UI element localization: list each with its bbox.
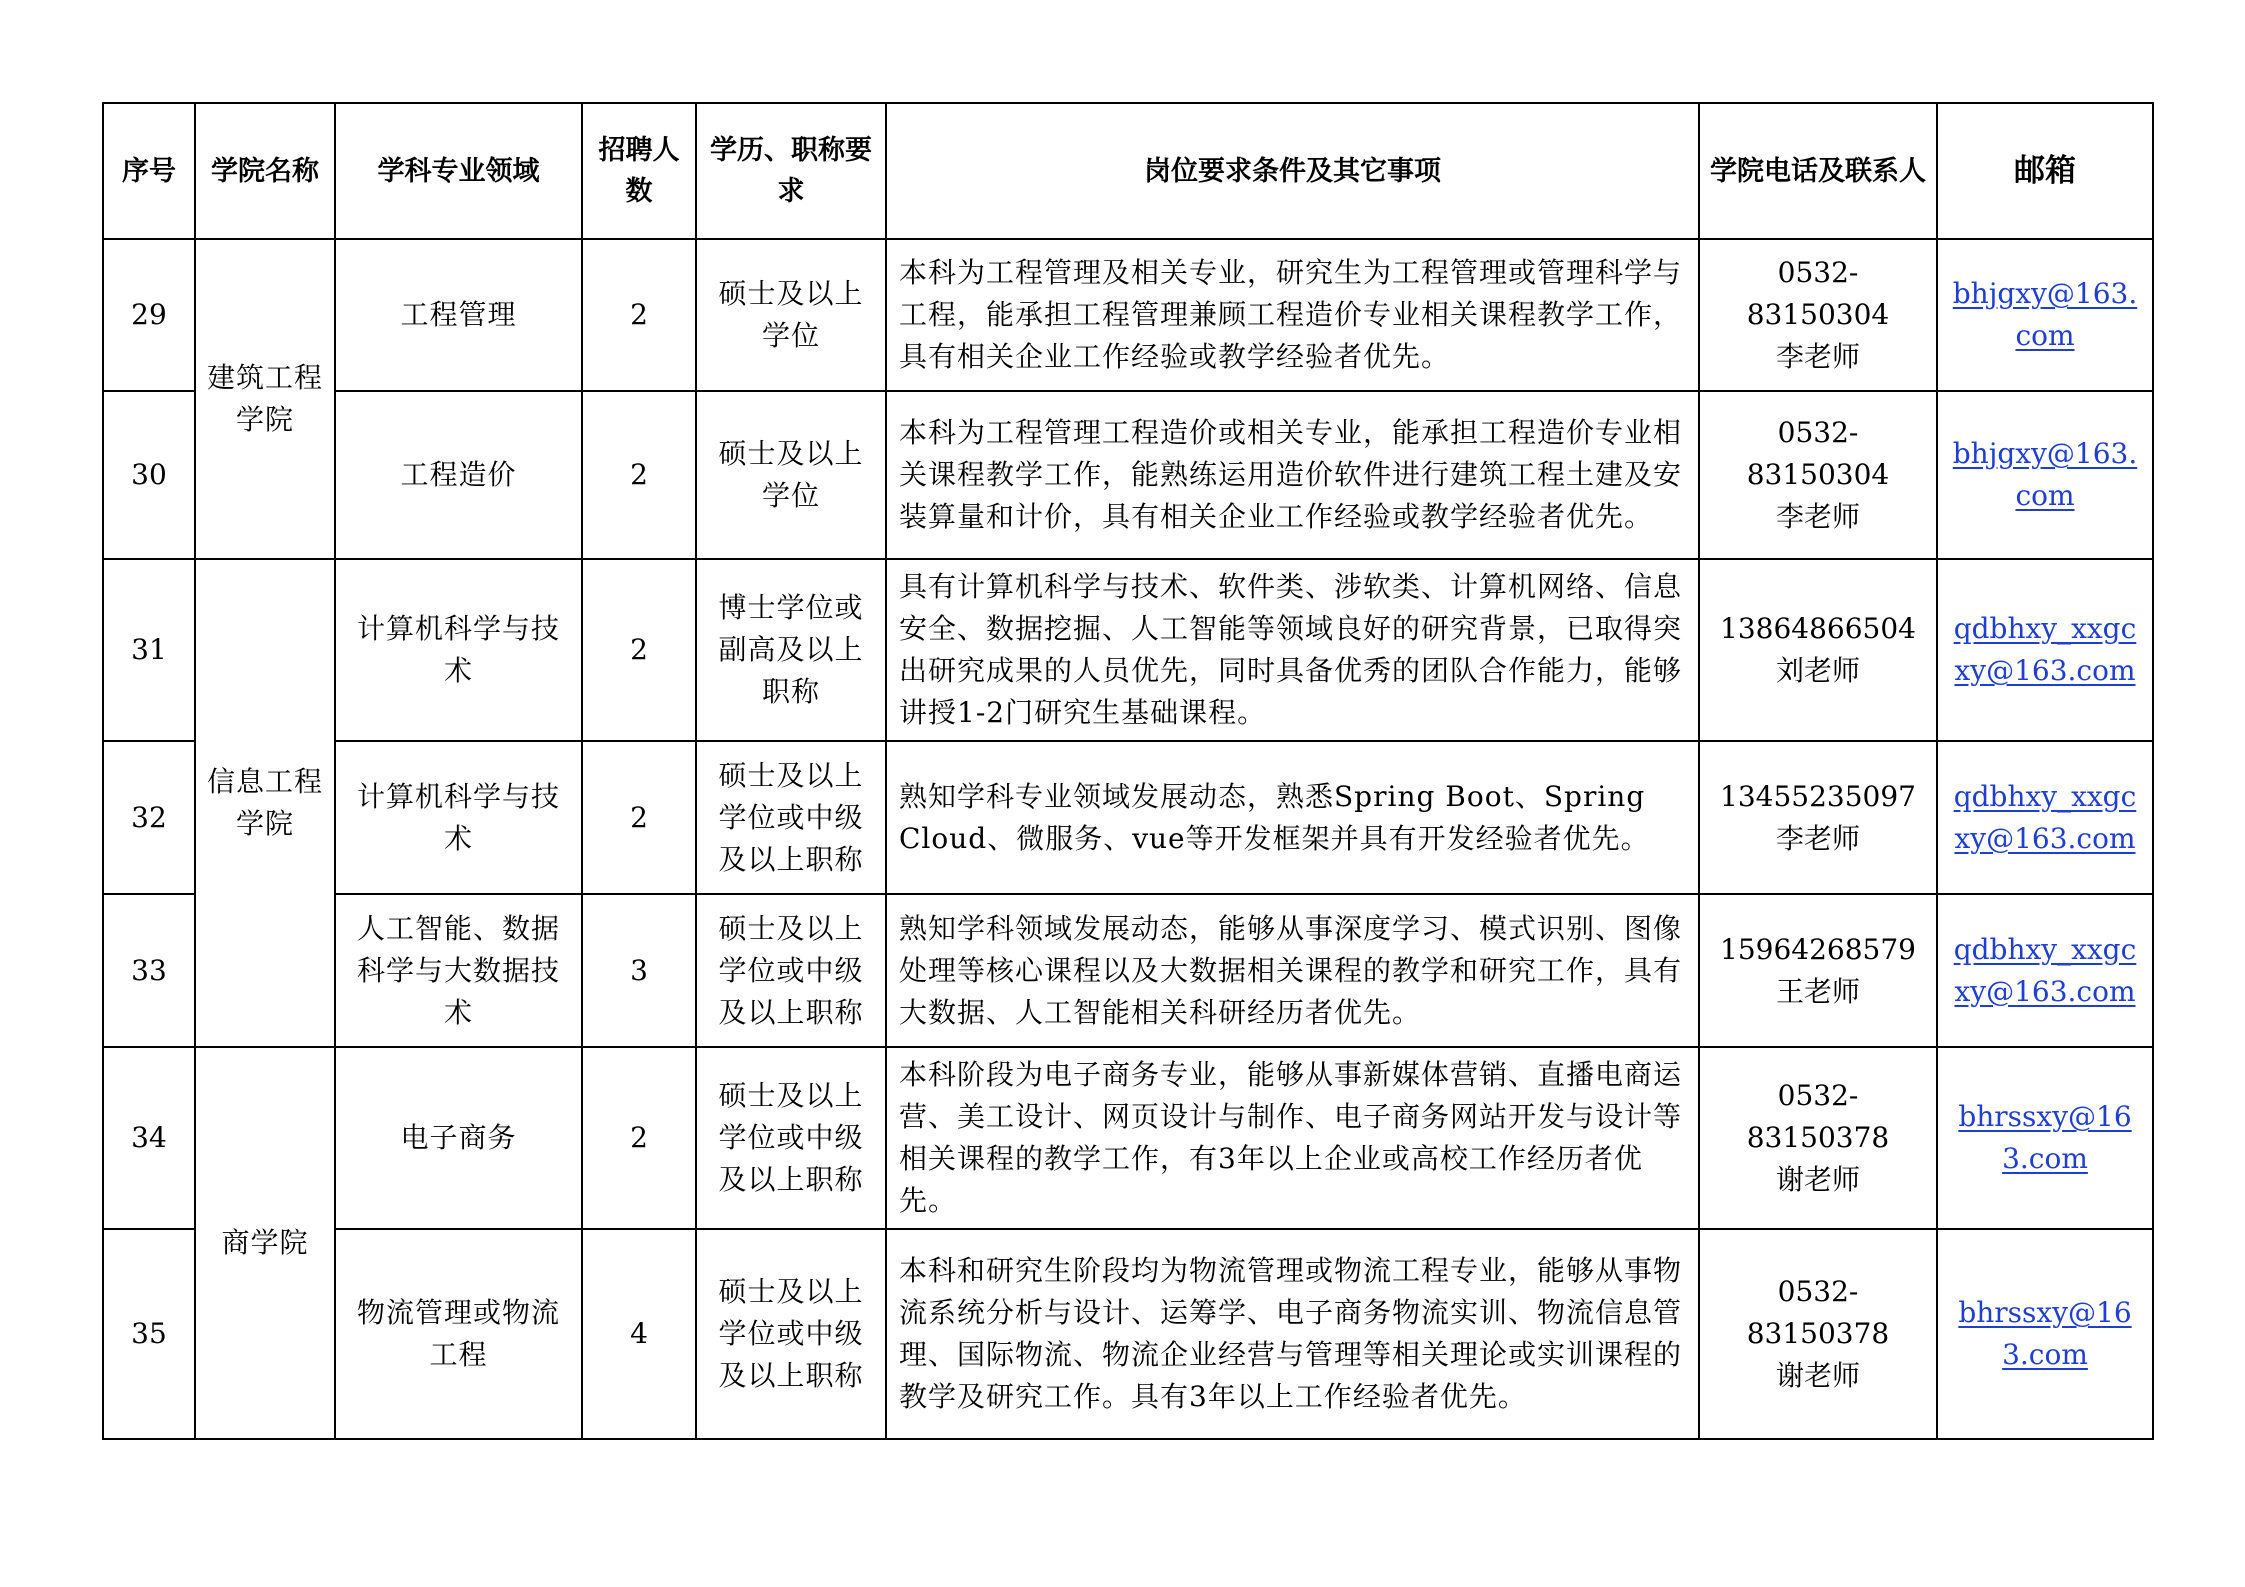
recruitment-table (102, 102, 2154, 1440)
count-cell: 2 (582, 1047, 696, 1229)
email-cell (1937, 1047, 2153, 1229)
phone-number: 13864866504 (1720, 612, 1916, 645)
phone-number: 13455235097 (1720, 779, 1916, 813)
email-cell (1937, 741, 2153, 894)
email-cell (1937, 391, 2153, 559)
edu-cell: 博士学位或副高及以上职称 (696, 559, 886, 741)
header-edu: 学历、职称要求 (696, 103, 886, 239)
seq-cell: 29 (103, 239, 195, 391)
header-row (103, 103, 2153, 239)
seq-cell: 34 (103, 1047, 195, 1229)
field-cell: 工程管理 (335, 239, 582, 391)
count-cell: 2 (582, 239, 696, 391)
contact-person: 李老师 (1775, 340, 1860, 373)
field-cell: 物流管理或物流工程 (335, 1229, 582, 1439)
field-cell: 工程造价 (335, 391, 582, 559)
field-cell: 计算机科学与技术 (335, 741, 582, 894)
contact-cell (1699, 741, 1937, 894)
table-row (103, 741, 2153, 894)
edu-cell: 硕士及以上学位或中级及以上职称 (696, 1229, 886, 1439)
table-row (103, 1047, 2153, 1229)
header-seq: 序号 (103, 103, 195, 239)
seq-cell: 33 (103, 894, 195, 1047)
email-link[interactable]: qdbhxy_xxgcxy@163.com (1953, 612, 2137, 687)
requirements-cell: 本科为工程管理工程造价或相关专业，能承担工程造价专业相关课程教学工作，能熟练运用造价软件进行建筑工程土建及安装算量和计价，具有相关企业工作经验或教学经验者优先。 (886, 391, 1699, 559)
contact-person: 王老师 (1775, 974, 1860, 1008)
email-cell (1937, 1229, 2153, 1439)
count-cell: 3 (582, 894, 696, 1047)
table-row (103, 391, 2153, 559)
email-link[interactable]: qdbhxy_xxgcxy@163.com (1953, 779, 2137, 855)
contact-cell (1699, 894, 1937, 1047)
field-cell: 计算机科学与技术 (335, 559, 582, 741)
contact-cell (1699, 239, 1937, 391)
requirements-cell: 熟知学科专业领域发展动态，熟悉Spring Boot、Spring Cloud、微服务、vue等开发框架并具有开发经验者优先。 (886, 741, 1699, 894)
phone-number: 0532-83150304 (1746, 416, 1890, 491)
email-cell (1937, 239, 2153, 391)
email-link[interactable]: bhrssxy@163.com (1958, 1296, 2132, 1371)
table-row (103, 894, 2153, 1047)
contact-cell (1699, 1229, 1937, 1439)
header-email: 邮箱 (1937, 103, 2153, 239)
contact-person: 谢老师 (1775, 1163, 1860, 1196)
phone-number: 15964268579 (1720, 932, 1916, 966)
college-cell: 信息工程学院 (195, 559, 335, 1047)
email-link[interactable]: bhjgxy@163.com (1952, 437, 2138, 512)
seq-cell: 30 (103, 391, 195, 559)
edu-cell: 硕士及以上学位 (696, 239, 886, 391)
field-cell: 电子商务 (335, 1047, 582, 1229)
email-link[interactable]: bhrssxy@163.com (1958, 1100, 2132, 1175)
college-cell: 建筑工程学院 (195, 239, 335, 559)
header-count: 招聘人数 (582, 103, 696, 239)
count-cell: 2 (582, 391, 696, 559)
requirements-cell: 本科阶段为电子商务专业，能够从事新媒体营销、直播电商运营、美工设计、网页设计与制作、电子商务网站开发与设计等相关课程的教学工作，有3年以上企业或高校工作经历者优先。 (886, 1047, 1699, 1229)
table-row (103, 559, 2153, 741)
contact-cell (1699, 1047, 1937, 1229)
phone-number: 0532-83150304 (1746, 256, 1890, 331)
contact-person: 李老师 (1775, 500, 1860, 533)
requirements-cell: 本科为工程管理及相关专业，研究生为工程管理或管理科学与工程，能承担工程管理兼顾工程造价专业相关课程教学工作，具有相关企业工作经验或教学经验者优先。 (886, 239, 1699, 391)
table-row (103, 1229, 2153, 1439)
header-field: 学科专业领域 (335, 103, 582, 239)
count-cell: 4 (582, 1229, 696, 1439)
field-cell: 人工智能、数据科学与大数据技术 (335, 894, 582, 1047)
contact-cell (1699, 559, 1937, 741)
seq-cell: 32 (103, 741, 195, 894)
contact-person: 李老师 (1775, 821, 1860, 855)
requirements-cell: 本科和研究生阶段均为物流管理或物流工程专业，能够从事物流系统分析与设计、运筹学、电子商务物流实训、物流信息管理、国际物流、物流企业经营与管理等相关理论或实训课程的教学及研究工作。具有3年以上工作经验者优先。 (886, 1229, 1699, 1439)
edu-cell: 硕士及以上学位 (696, 391, 886, 559)
email-link[interactable]: qdbhxy_xxgcxy@163.com (1953, 932, 2137, 1008)
header-college: 学院名称 (195, 103, 335, 239)
contact-cell (1699, 391, 1937, 559)
email-link[interactable]: bhjgxy@163.com (1952, 277, 2138, 352)
requirements-cell: 熟知学科领域发展动态，能够从事深度学习、模式识别、图像处理等核心课程以及大数据相关课程的教学和研究工作，具有大数据、人工智能相关科研经历者优先。 (886, 894, 1699, 1047)
college-cell: 商学院 (195, 1047, 335, 1439)
header-requirements: 岗位要求条件及其它事项 (886, 103, 1699, 239)
count-cell: 2 (582, 559, 696, 741)
edu-cell: 硕士及以上学位或中级及以上职称 (696, 1047, 886, 1229)
email-cell (1937, 894, 2153, 1047)
email-cell (1937, 559, 2153, 741)
edu-cell: 硕士及以上学位或中级及以上职称 (696, 741, 886, 894)
seq-cell: 35 (103, 1229, 195, 1439)
phone-number: 0532-83150378 (1746, 1079, 1890, 1154)
requirements-cell: 具有计算机科学与技术、软件类、涉软类、计算机网络、信息安全、数据挖掘、人工智能等领域良好的研究背景，已取得突出研究成果的人员优先，同时具备优秀的团队合作能力，能够讲授1-2门研究生基础课程。 (886, 559, 1699, 741)
contact-person: 谢老师 (1775, 1359, 1860, 1392)
phone-number: 0532-83150378 (1746, 1275, 1890, 1350)
edu-cell: 硕士及以上学位或中级及以上职称 (696, 894, 886, 1047)
table-row (103, 239, 2153, 391)
count-cell: 2 (582, 741, 696, 894)
contact-person: 刘老师 (1775, 654, 1860, 687)
seq-cell: 31 (103, 559, 195, 741)
header-contact: 学院电话及联系人 (1699, 103, 1937, 239)
